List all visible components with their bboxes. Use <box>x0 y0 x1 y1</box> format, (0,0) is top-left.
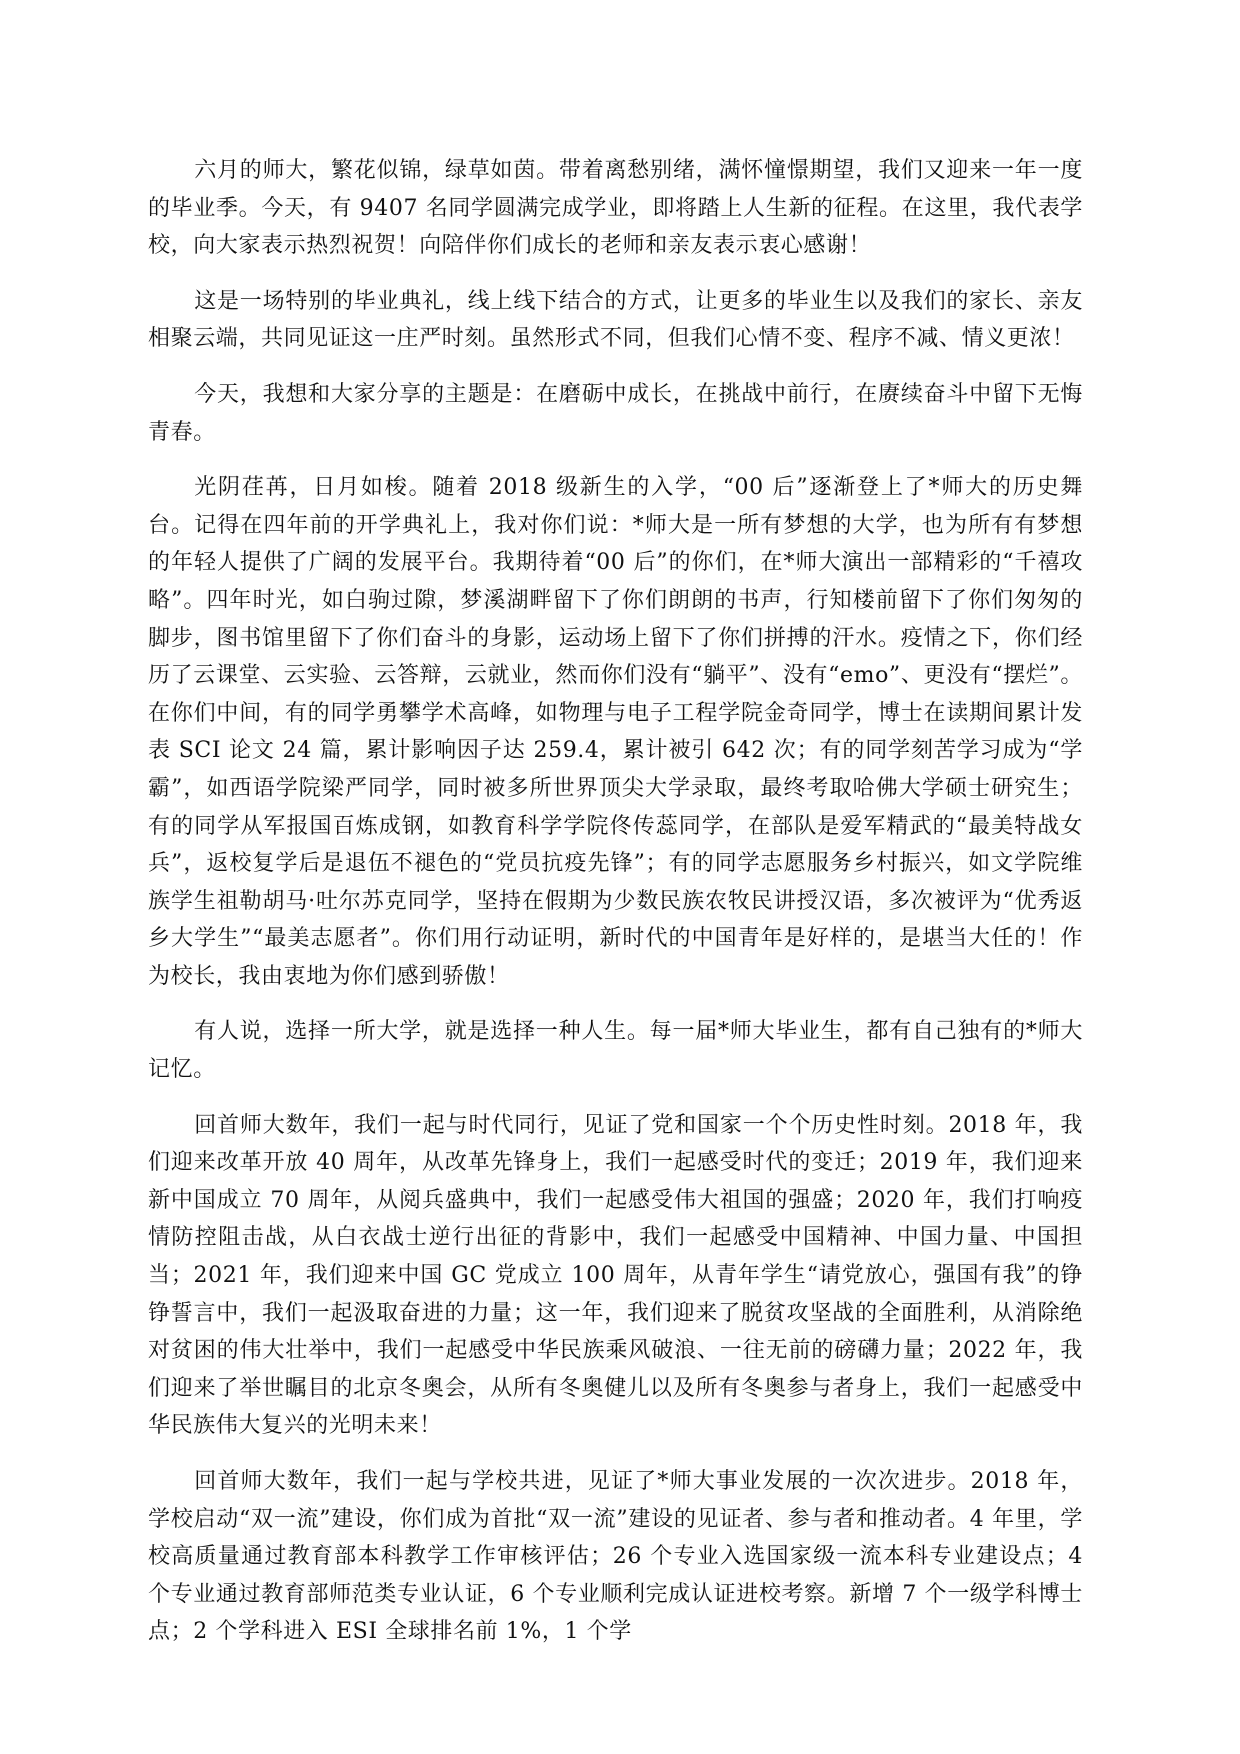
speech-body <box>148 152 1083 1669</box>
paragraph-2: 这是一场特别的毕业典礼，线上线下结合的方式，让更多的毕业生以及我们的家长、亲友相聚云端，共同见证这一庄严时刻。虽然形式不同，但我们心情不变、程序不减、情义更浓！ <box>148 288 1083 352</box>
paragraph-4: 光阴荏苒，日月如梭。随着 2018 级新生的入学，“00 后”逐渐登上了*师大的历史舞台。记得在四年前的开学典礼上，我对你们说：*师大是一所有梦想的大学，也为所有有梦想的年轻人提供了广阔的发展平台。我期待着“00 后”的你们，在*师大演出一部精彩的“千禧攻略”。四年时光，如白驹过隙，梦溪湖畔留下了你们朗朗的书声，行知楼前留下了你们匆匆的脚步，图书馆里留下了你们奋斗的身影，运动场上留下了你们拼搏的汗水。疫情之下，你们经历了云课堂、云实验、云答辩，云就业，然而你们没有“躺平”、没有“emo”、更没有“摆烂”。在你们中间，有的同学勇攀学术高峰，如物理与电子工程学院金奇同学，博士在读期间累计发表 SCI 论文 24 篇，累计影响因子达 259.4，累计被引 642 次；有的同学刻苦学习成为“学霸”，如西语学院梁严同学，同时被多所世界顶尖大学录取，最终考取哈佛大学硕士研究生；有的同学从军报国百炼成钢，如教育科学学院佟传蕊同学，在部队是爱军精武的“最美特战女兵”，返校复学后是退伍不褪色的“党员抗疫先锋”；有的同学志愿服务乡村振兴，如文学院维族学生祖勒胡马·吐尔苏克同学，坚持在假期为少数民族农牧民讲授汉语，多次被评为“优秀返乡大学生”“最美志愿者”。你们用行动证明，新时代的中国青年是好样的，是堪当大任的！作为校长，我由衷地为你们感到骄傲！ <box>148 475 1083 989</box>
paragraph-3: 今天，我想和大家分享的主题是：在磨砺中成长，在挑战中前行，在赓续奋斗中留下无悔青春。 <box>148 381 1083 445</box>
paragraph-7: 回首师大数年，我们一起与学校共进，见证了*师大事业发展的一次次进步。2018 年，学校启动“双一流”建设，你们成为首批“双一流”建设的见证者、参与者和推动者。4 年里，学校高质量通过教育部本科教学工作审核评估；26 个专业入选国家级一流本科专业建设点；4 个专业通过教育部师范类专业认证，6 个专业顺利完成认证进校考察。新增 7 个一级学科博士点；2 个学科进入 ESI 全球排名前 1%，1 个学 <box>148 1469 1083 1645</box>
paragraph-5: 有人说，选择一所大学，就是选择一种人生。每一届*师大毕业生，都有自己独有的*师大记忆。 <box>148 1019 1083 1083</box>
paragraph-1: 六月的师大，繁花似锦，绿草如茵。带着离愁别绪，满怀憧憬期望，我们又迎来一年一度的毕业季。今天，有 9407 名同学圆满完成学业，即将踏上人生新的征程。在这里，我代表学校，向大家表示热烈祝贺！向陪伴你们成长的老师和亲友表示衷心感谢！ <box>148 158 1083 259</box>
paragraph-6: 回首师大数年，我们一起与时代同行，见证了党和国家一个个历史性时刻。2018 年，我们迎来改革开放 40 周年，从改革先锋身上，我们一起感受时代的变迁；2019 年，我们迎来新中国成立 70 周年，从阅兵盛典中，我们一起感受伟大祖国的强盛；2020 年，我们打响疫情防控阻击战，从白衣战士逆行出征的背影中，我们一起感受中国精神、中国力量、中国担当；2021 年，我们迎来中国 GC 党成立 100 周年，从青年学生“请党放心，强国有我”的铮铮誓言中，我们一起汲取奋进的力量；这一年，我们迎来了脱贫攻坚战的全面胜利，从消除绝对贫困的伟大壮举中，我们一起感受中华民族乘风破浪、一往无前的磅礴力量；2022 年，我们迎来了举世瞩目的北京冬奥会，从所有冬奥健儿以及所有冬奥参与者身上，我们一起感受中华民族伟大复兴的光明未来！ <box>148 1112 1083 1439</box>
